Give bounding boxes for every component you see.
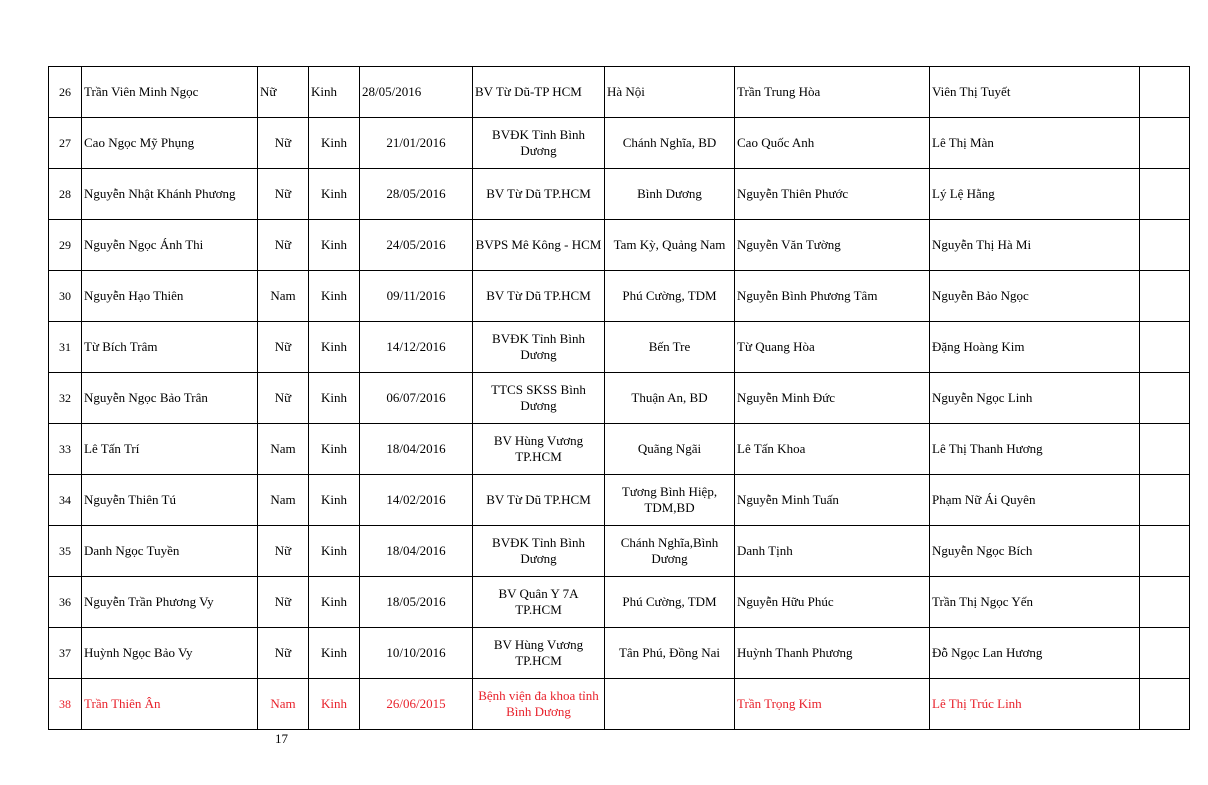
student-name: Từ Bích Trâm [82,322,258,373]
hometown-cell: Bình Dương [605,169,735,220]
birthplace-cell: BVĐK Tỉnh Bình Dương [473,526,605,577]
table-row [49,118,1190,169]
note-cell [1140,220,1190,271]
hometown-cell: Phú Cường, TDM [605,577,735,628]
sex-cell: Nữ [258,220,309,271]
hometown-cell: Tam Kỳ, Quảng Nam [605,220,735,271]
birth-date: 10/10/2016 [360,628,473,679]
ethnicity-cell: Kinh [309,169,360,220]
roster-body [49,67,1190,730]
note-cell [1140,67,1190,118]
ethnicity-cell: Kinh [309,526,360,577]
ethnicity-cell: Kinh [309,628,360,679]
mother-name: Lê Thị Màn [930,118,1140,169]
ethnicity-cell: Kinh [309,67,360,118]
table-row [49,322,1190,373]
sex-cell: Nam [258,271,309,322]
father-name: Nguyễn Văn Tường [735,220,930,271]
birth-date: 21/01/2016 [360,118,473,169]
student-name: Nguyễn Ngọc Bảo Trân [82,373,258,424]
mother-name: Lê Thị Trúc Linh [930,679,1140,730]
hometown-cell: Chánh Nghĩa, BD [605,118,735,169]
ethnicity-cell: Kinh [309,679,360,730]
birthplace-cell: BVĐK Tỉnh Bình Dương [473,322,605,373]
birthplace-cell: BV Hùng Vương TP.HCM [473,424,605,475]
mother-name: Lê Thị Thanh Hương [930,424,1140,475]
birthplace-cell: BV Từ Dũ TP.HCM [473,475,605,526]
birth-date: 28/05/2016 [360,169,473,220]
father-name: Nguyễn Hữu Phúc [735,577,930,628]
note-cell [1140,118,1190,169]
birth-date: 28/05/2016 [360,67,473,118]
student-name: Nguyễn Nhật Khánh Phương [82,169,258,220]
hometown-cell: Thuận An, BD [605,373,735,424]
note-cell [1140,373,1190,424]
hometown-cell: Bến Tre [605,322,735,373]
hometown-cell: Quãng Ngãi [605,424,735,475]
sex-cell: Nữ [258,169,309,220]
row-number: 28 [49,169,82,220]
mother-name: Lý Lệ Hằng [930,169,1140,220]
row-number: 38 [49,679,82,730]
birth-date: 26/06/2015 [360,679,473,730]
birth-date: 09/11/2016 [360,271,473,322]
student-name: Trần Viên Minh Ngọc [82,67,258,118]
birthplace-cell: BV Hùng Vương TP.HCM [473,628,605,679]
birthplace-cell: Bệnh viện đa khoa tỉnh Bình Dương [473,679,605,730]
birthplace-cell: TTCS SKSS Bình Dương [473,373,605,424]
student-name: Nguyễn Ngọc Ánh Thi [82,220,258,271]
student-roster-table [48,66,1190,730]
birth-date: 06/07/2016 [360,373,473,424]
note-cell [1140,679,1190,730]
mother-name: Trần Thị Ngọc Yến [930,577,1140,628]
sex-cell: Nam [258,679,309,730]
birthplace-cell: BVPS Mê Kông - HCM [473,220,605,271]
student-name: Cao Ngọc Mỹ Phụng [82,118,258,169]
mother-name: Nguyễn Thị Hà Mi [930,220,1140,271]
row-number: 33 [49,424,82,475]
table-row [49,220,1190,271]
mother-name: Nguyễn Bảo Ngọc [930,271,1140,322]
father-name: Cao Quốc Anh [735,118,930,169]
father-name: Danh Tịnh [735,526,930,577]
ethnicity-cell: Kinh [309,475,360,526]
sex-cell: Nam [258,424,309,475]
row-number: 31 [49,322,82,373]
birthplace-cell: BV Từ Dũ-TP HCM [473,67,605,118]
table-row [49,271,1190,322]
hometown-cell: Tân Phú, Đồng Nai [605,628,735,679]
row-number: 35 [49,526,82,577]
mother-name: Nguyễn Ngọc Linh [930,373,1140,424]
note-cell [1140,526,1190,577]
ethnicity-cell: Kinh [309,373,360,424]
father-name: Trần Trọng Kim [735,679,930,730]
sex-cell: Nữ [258,322,309,373]
birthplace-cell: BV Từ Dũ TP.HCM [473,169,605,220]
birthplace-cell: BV Quân Y 7A TP.HCM [473,577,605,628]
ethnicity-cell: Kinh [309,271,360,322]
table-row [49,475,1190,526]
row-number: 37 [49,628,82,679]
table-row [49,679,1190,730]
row-number: 29 [49,220,82,271]
ethnicity-cell: Kinh [309,322,360,373]
student-name: Nguyễn Hạo Thiên [82,271,258,322]
note-cell [1140,424,1190,475]
table-row [49,373,1190,424]
ethnicity-cell: Kinh [309,424,360,475]
father-name: Từ Quang Hòa [735,322,930,373]
student-name: Huỳnh Ngọc Bảo Vy [82,628,258,679]
hometown-cell: Tương Bình Hiệp, TDM,BD [605,475,735,526]
sex-cell: Nữ [258,118,309,169]
page-number: 17 [275,731,288,746]
father-name: Nguyễn Minh Đức [735,373,930,424]
ethnicity-cell: Kinh [309,118,360,169]
mother-name: Nguyễn Ngọc Bích [930,526,1140,577]
note-cell [1140,271,1190,322]
note-cell [1140,322,1190,373]
row-number: 34 [49,475,82,526]
father-name: Trần Trung Hòa [735,67,930,118]
table-row [49,628,1190,679]
row-number: 27 [49,118,82,169]
mother-name: Viên Thị Tuyết [930,67,1140,118]
birth-date: 14/02/2016 [360,475,473,526]
student-name: Nguyễn Thiên Tú [82,475,258,526]
birth-date: 18/05/2016 [360,577,473,628]
birthplace-cell: BV Từ Dũ TP.HCM [473,271,605,322]
birth-date: 18/04/2016 [360,526,473,577]
table-row [49,577,1190,628]
birth-date: 18/04/2016 [360,424,473,475]
father-name: Nguyễn Bình Phương Tâm [735,271,930,322]
row-number: 36 [49,577,82,628]
birthplace-cell: BVĐK Tỉnh Bình Dương [473,118,605,169]
sex-cell: Nữ [258,373,309,424]
note-cell [1140,475,1190,526]
student-name: Lê Tấn Trí [82,424,258,475]
ethnicity-cell: Kinh [309,577,360,628]
note-cell [1140,169,1190,220]
hometown-cell: Hà Nội [605,67,735,118]
birth-date: 14/12/2016 [360,322,473,373]
mother-name: Phạm Nữ Ái Quyên [930,475,1140,526]
hometown-cell [605,679,735,730]
birth-date: 24/05/2016 [360,220,473,271]
row-number: 26 [49,67,82,118]
sex-cell: Nữ [258,526,309,577]
ethnicity-cell: Kinh [309,220,360,271]
table-row [49,526,1190,577]
father-name: Nguyễn Thiên Phước [735,169,930,220]
row-number: 32 [49,373,82,424]
sex-cell: Nữ [258,628,309,679]
note-cell [1140,628,1190,679]
student-name: Danh Ngọc Tuyền [82,526,258,577]
mother-name: Đặng Hoàng Kim [930,322,1140,373]
table-row [49,424,1190,475]
father-name: Lê Tấn Khoa [735,424,930,475]
sex-cell: Nam [258,475,309,526]
student-name: Trần Thiên Ân [82,679,258,730]
hometown-cell: Phú Cường, TDM [605,271,735,322]
father-name: Huỳnh Thanh Phương [735,628,930,679]
row-number: 30 [49,271,82,322]
note-cell [1140,577,1190,628]
father-name: Nguyễn Minh Tuấn [735,475,930,526]
table-row [49,67,1190,118]
student-name: Nguyễn Trần Phương Vy [82,577,258,628]
mother-name: Đỗ Ngọc Lan Hương [930,628,1140,679]
table-row [49,169,1190,220]
sex-cell: Nữ [258,577,309,628]
hometown-cell: Chánh Nghĩa,Bình Dương [605,526,735,577]
sex-cell: Nữ [258,67,309,118]
